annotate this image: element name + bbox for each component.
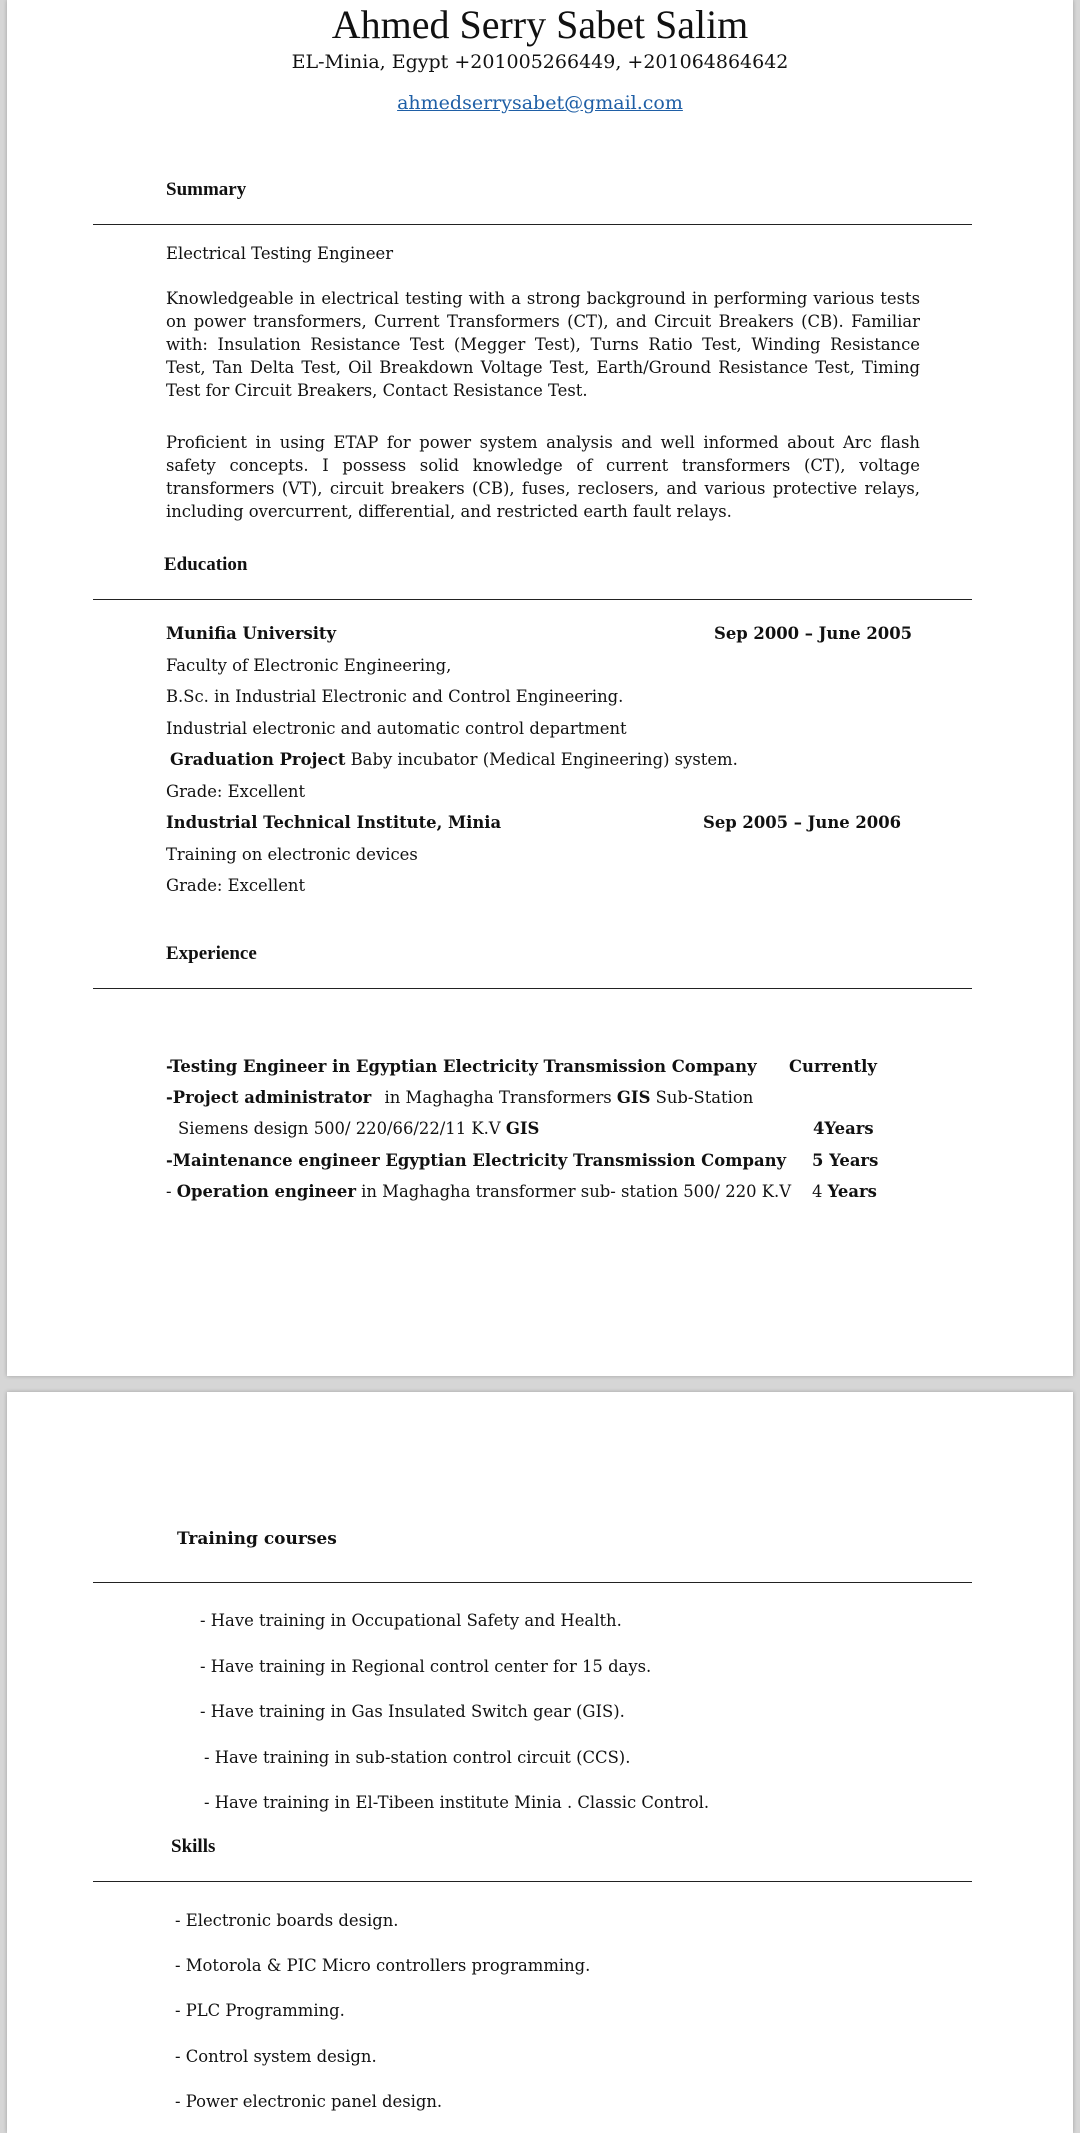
training-item: - Have training in Gas Insulated Switch gear (GIS). xyxy=(200,1702,625,1721)
experience-row-2-tail: Sub-Station xyxy=(650,1088,754,1107)
email-line xyxy=(7,90,1073,116)
education-school-1: Munifia University xyxy=(166,624,337,643)
candidate-name: Ahmed Serry Sabet Salim xyxy=(331,2,749,47)
experience-row-5-title: Operation engineer xyxy=(176,1182,356,1201)
education-school-2: Industrial Technical Institute, Minia xyxy=(166,813,502,832)
education-department: Industrial electronic and automatic control department xyxy=(166,719,627,738)
experience-heading: Experience xyxy=(166,943,257,964)
education-divider xyxy=(93,599,972,600)
education-grade-1: Grade: Excellent xyxy=(166,782,306,801)
training-item: - Have training in sub-station control circuit (CCS). xyxy=(204,1748,631,1767)
project-label: Graduation Project xyxy=(170,750,346,769)
experience-row-4-period: 5 Years xyxy=(812,1151,879,1170)
experience-row-5-dash: - xyxy=(166,1182,177,1201)
experience-row-1-title: -Testing Engineer in Egyptian Electricity Transmission Company xyxy=(166,1057,757,1076)
experience-row-5-years: Years xyxy=(827,1182,877,1201)
skill-item: - Control system design. xyxy=(175,2047,377,2066)
education-heading: Education xyxy=(164,554,248,575)
education-faculty: Faculty of Electronic Engineering, xyxy=(166,656,452,675)
skill-item: - Motorola & PIC Micro controllers programming. xyxy=(175,1956,591,1975)
training-item: - Have training in Regional control center for 15 days. xyxy=(200,1657,652,1676)
experience-row-2-title: -Project administrator xyxy=(166,1088,372,1107)
resume-page-1 xyxy=(7,0,1073,1376)
education-grade-2: Grade: Excellent xyxy=(166,876,306,895)
summary-paragraph-2: Proficient in using ETAP for power system analysis and well informed about Arc flash safety concepts. I possess solid knowledge of current transformers (CT), voltage transformers (VT), circuit breakers (CB), fuses, reclosers, and various protective relays, including overcurrent, differential, and restricted earth fault relays. xyxy=(166,433,920,521)
experience-row-3-gis: GIS xyxy=(505,1119,540,1138)
experience-row-3-period: 4Years xyxy=(813,1119,874,1138)
training-item: - Have training in Occupational Safety and Health. xyxy=(200,1611,622,1630)
experience-row-2-gis: GIS xyxy=(616,1088,651,1107)
skill-item: - PLC Programming. xyxy=(175,2001,345,2020)
skills-divider xyxy=(93,1881,972,1882)
experience-row-5-period xyxy=(812,1180,877,1203)
training-divider xyxy=(93,1582,972,1583)
skill-item: - Electronic boards design. xyxy=(175,1911,399,1930)
experience-row-2 xyxy=(166,1086,753,1109)
email-link[interactable]: ahmedserrysabet@gmail.com xyxy=(397,92,683,114)
education-training: Training on electronic devices xyxy=(166,845,418,864)
skills-heading: Skills xyxy=(171,1836,216,1857)
education-degree: B.Sc. in Industrial Electronic and Control Engineering. xyxy=(166,687,624,706)
experience-row-3-text: Siemens design 500/ 220/66/22/11 K.V xyxy=(178,1119,506,1138)
training-item: - Have training in El-Tibeen institute Minia . Classic Control. xyxy=(204,1793,710,1812)
summary-heading: Summary xyxy=(166,179,247,200)
summary-divider xyxy=(93,224,972,225)
project-text: Baby incubator (Medical Engineering) system. xyxy=(345,750,738,769)
summary-title: Electrical Testing Engineer xyxy=(166,244,394,263)
experience-row-4-title: -Maintenance engineer Egyptian Electricity Transmission Company xyxy=(166,1151,787,1170)
skill-item: - Power electronic panel design. xyxy=(175,2092,443,2111)
experience-row-5-num: 4 xyxy=(812,1182,828,1201)
experience-row-3 xyxy=(178,1117,539,1140)
education-date-2: Sep 2005 – June 2006 xyxy=(703,813,902,832)
experience-divider xyxy=(93,988,972,989)
experience-row-1-period: Currently xyxy=(789,1057,877,1076)
education-date-1: Sep 2000 – June 2005 xyxy=(714,624,913,643)
education-project xyxy=(170,748,738,771)
training-heading: Training courses xyxy=(177,1529,337,1549)
resume-page-2 xyxy=(7,1392,1073,2133)
contact-line: EL-Minia, Egypt +201005266449, +201064864642 xyxy=(291,51,789,73)
experience-row-5-text: in Maghagha transformer sub- station 500/ 220 K.V xyxy=(355,1182,792,1201)
summary-paragraph-1: Knowledgeable in electrical testing with a strong background in performing various tests on power transformers, Current Transformers (CT), and Circuit Breakers (CB). Familiar with: Insulation Resistance Test (Megger Test), Turns Ratio Test, Winding Resistance Test, Tan Delta Test, Oil Breakdown Voltage Test, Earth/Ground Resistance Test, Timing Test for Circuit Breakers, Contact Resistance Test. xyxy=(166,289,920,400)
experience-row-2-text: in Maghagha Transformers xyxy=(384,1088,617,1107)
experience-row-5 xyxy=(166,1180,791,1203)
